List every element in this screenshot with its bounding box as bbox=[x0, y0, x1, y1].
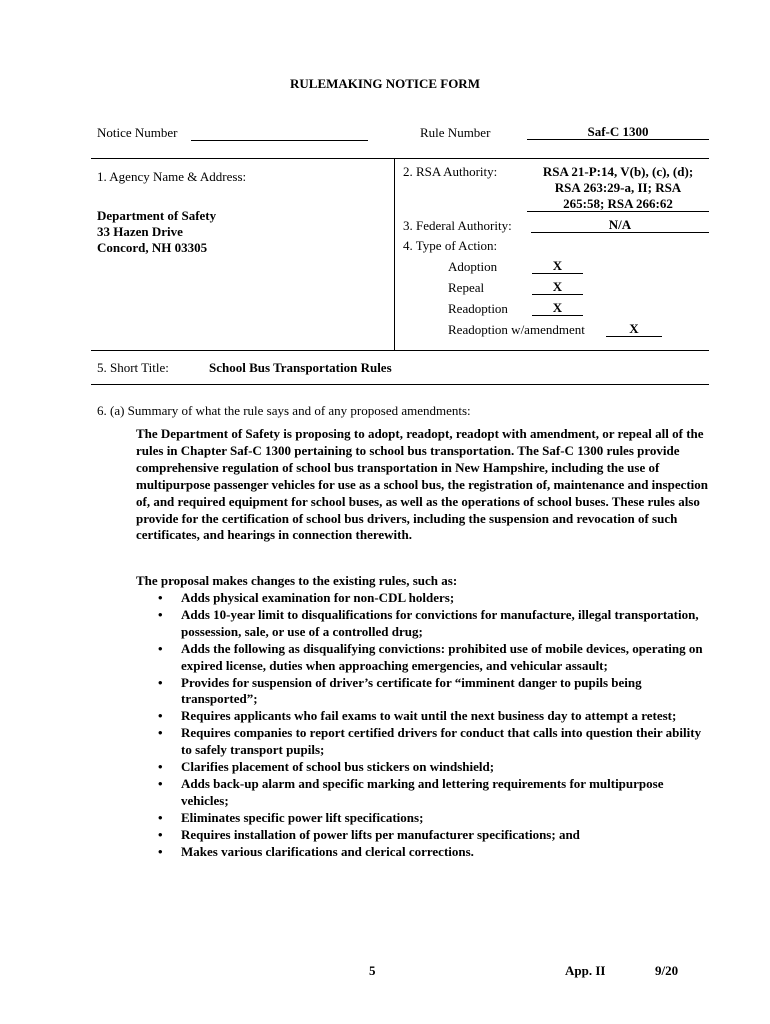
action-readoption-amendment-mark: X bbox=[606, 321, 662, 337]
type-of-action-label: 4. Type of Action: bbox=[403, 238, 498, 253]
bullet-icon: • bbox=[158, 759, 163, 775]
list-item: • Adds physical examination for non-CDL holders; bbox=[158, 590, 455, 605]
agency-street: 33 Hazen Drive bbox=[97, 224, 183, 239]
agency-label: 1. Agency Name & Address: bbox=[97, 169, 247, 184]
rsa-authority-line-3: 265:58; RSA 266:62 bbox=[527, 196, 709, 212]
agency-city: Concord, NH 03305 bbox=[97, 240, 208, 255]
changes-list bbox=[136, 590, 706, 861]
notice-number-field bbox=[191, 125, 368, 141]
revision-date: 9/20 bbox=[655, 963, 679, 978]
summary-label: 6. (a) Summary of what the rule says and of any proposed amendments: bbox=[97, 403, 471, 418]
rule-number-value: Saf-C 1300 bbox=[527, 124, 709, 140]
page-number: 5 bbox=[369, 963, 376, 978]
page-title: RULEMAKING NOTICE FORM bbox=[290, 76, 480, 91]
rsa-authority-label: 2. RSA Authority: bbox=[403, 164, 498, 179]
bullet-icon: • bbox=[158, 725, 163, 741]
short-title-value: School Bus Transportation Rules bbox=[209, 360, 392, 375]
bullet-icon: • bbox=[158, 606, 163, 622]
list-item: • Clarifies placement of school bus stickers on windshield; bbox=[158, 759, 495, 775]
list-item: • Requires companies to report certified drivers for conduct that calls into question their ability to safely transport pupils; bbox=[158, 725, 702, 758]
bullet-icon: • bbox=[158, 775, 163, 791]
action-repeal-mark: X bbox=[532, 279, 583, 295]
agency-name: Department of Safety bbox=[97, 208, 217, 223]
list-item: • Adds back-up alarm and specific marking and lettering requirements for multipurpose vehicles; bbox=[158, 775, 664, 808]
list-item: • Adds 10-year limit to disqualifications for convictions for manufacture, illegal transportation, possession, sale, or use of a controlled drug; bbox=[158, 606, 699, 639]
column-divider bbox=[394, 158, 395, 350]
federal-authority-label: 3. Federal Authority: bbox=[403, 218, 512, 233]
bullet-icon: • bbox=[158, 590, 163, 605]
section-divider-top bbox=[91, 158, 709, 159]
action-adoption-label: Adoption bbox=[448, 259, 498, 274]
bullet-icon: • bbox=[158, 640, 163, 656]
rsa-authority-line-1: RSA 21-P:14, V(b), (c), (d); bbox=[542, 164, 694, 179]
notice-number-label: Notice Number bbox=[97, 125, 178, 140]
action-readoption-mark: X bbox=[532, 300, 583, 316]
rsa-authority-line-2: RSA 263:29-a, II; RSA bbox=[554, 180, 682, 195]
list-item: • Makes various clarifications and clerical corrections. bbox=[158, 843, 474, 859]
bullet-icon: • bbox=[158, 708, 163, 724]
action-repeal-label: Repeal bbox=[448, 280, 485, 295]
list-item: • Eliminates specific power lift specifications; bbox=[158, 809, 424, 825]
section-divider-bottom bbox=[91, 384, 709, 385]
appendix-label: App. II bbox=[565, 963, 606, 978]
bullet-icon: • bbox=[158, 826, 163, 842]
action-readoption-amendment-label: Readoption w/amendment bbox=[448, 322, 585, 337]
federal-authority-value: N/A bbox=[531, 217, 709, 233]
bullet-icon: • bbox=[158, 809, 163, 825]
list-item: • Requires installation of power lifts per manufacturer specifications; and bbox=[158, 826, 580, 842]
list-item: • Provides for suspension of driver’s certificate for “imminent danger to pupils being transported”; bbox=[158, 674, 642, 707]
summary-paragraph: The Department of Safety is proposing to adopt, readopt, readopt with amendment, or repeal all of the rules in Chapter Saf-C 1300 pertaining to school bus transportation. The Saf-C 1300 rules provide comprehensive regulation of school bus transportation in New Hampshire, including the use of multipurpose passenger vehicles for use as a school bus, the registration of, maintenance and inspection of, and required equipment for school buses, as well as the operations of school buses. These rules also provide for the certification of school bus drivers, including the suspension and revocation of such certificates, and hearings in connection therewith. bbox=[136, 426, 709, 543]
action-readoption-label: Readoption bbox=[448, 301, 508, 316]
section-divider-middle bbox=[91, 350, 709, 351]
changes-intro: The proposal makes changes to the existing rules, such as: bbox=[136, 573, 458, 588]
list-item: • Requires applicants who fail exams to wait until the next business day to attempt a retest; bbox=[158, 708, 677, 724]
list-item: • Adds the following as disqualifying convictions: prohibited use of mobile devices, operating on expired license, duties when approaching emergencies, and vehicular assault; bbox=[158, 640, 703, 673]
short-title-label: 5. Short Title: bbox=[97, 360, 169, 375]
bullet-icon: • bbox=[158, 843, 163, 859]
bullet-icon: • bbox=[158, 674, 163, 690]
rule-number-label: Rule Number bbox=[420, 125, 491, 140]
action-adoption-mark: X bbox=[532, 258, 583, 274]
